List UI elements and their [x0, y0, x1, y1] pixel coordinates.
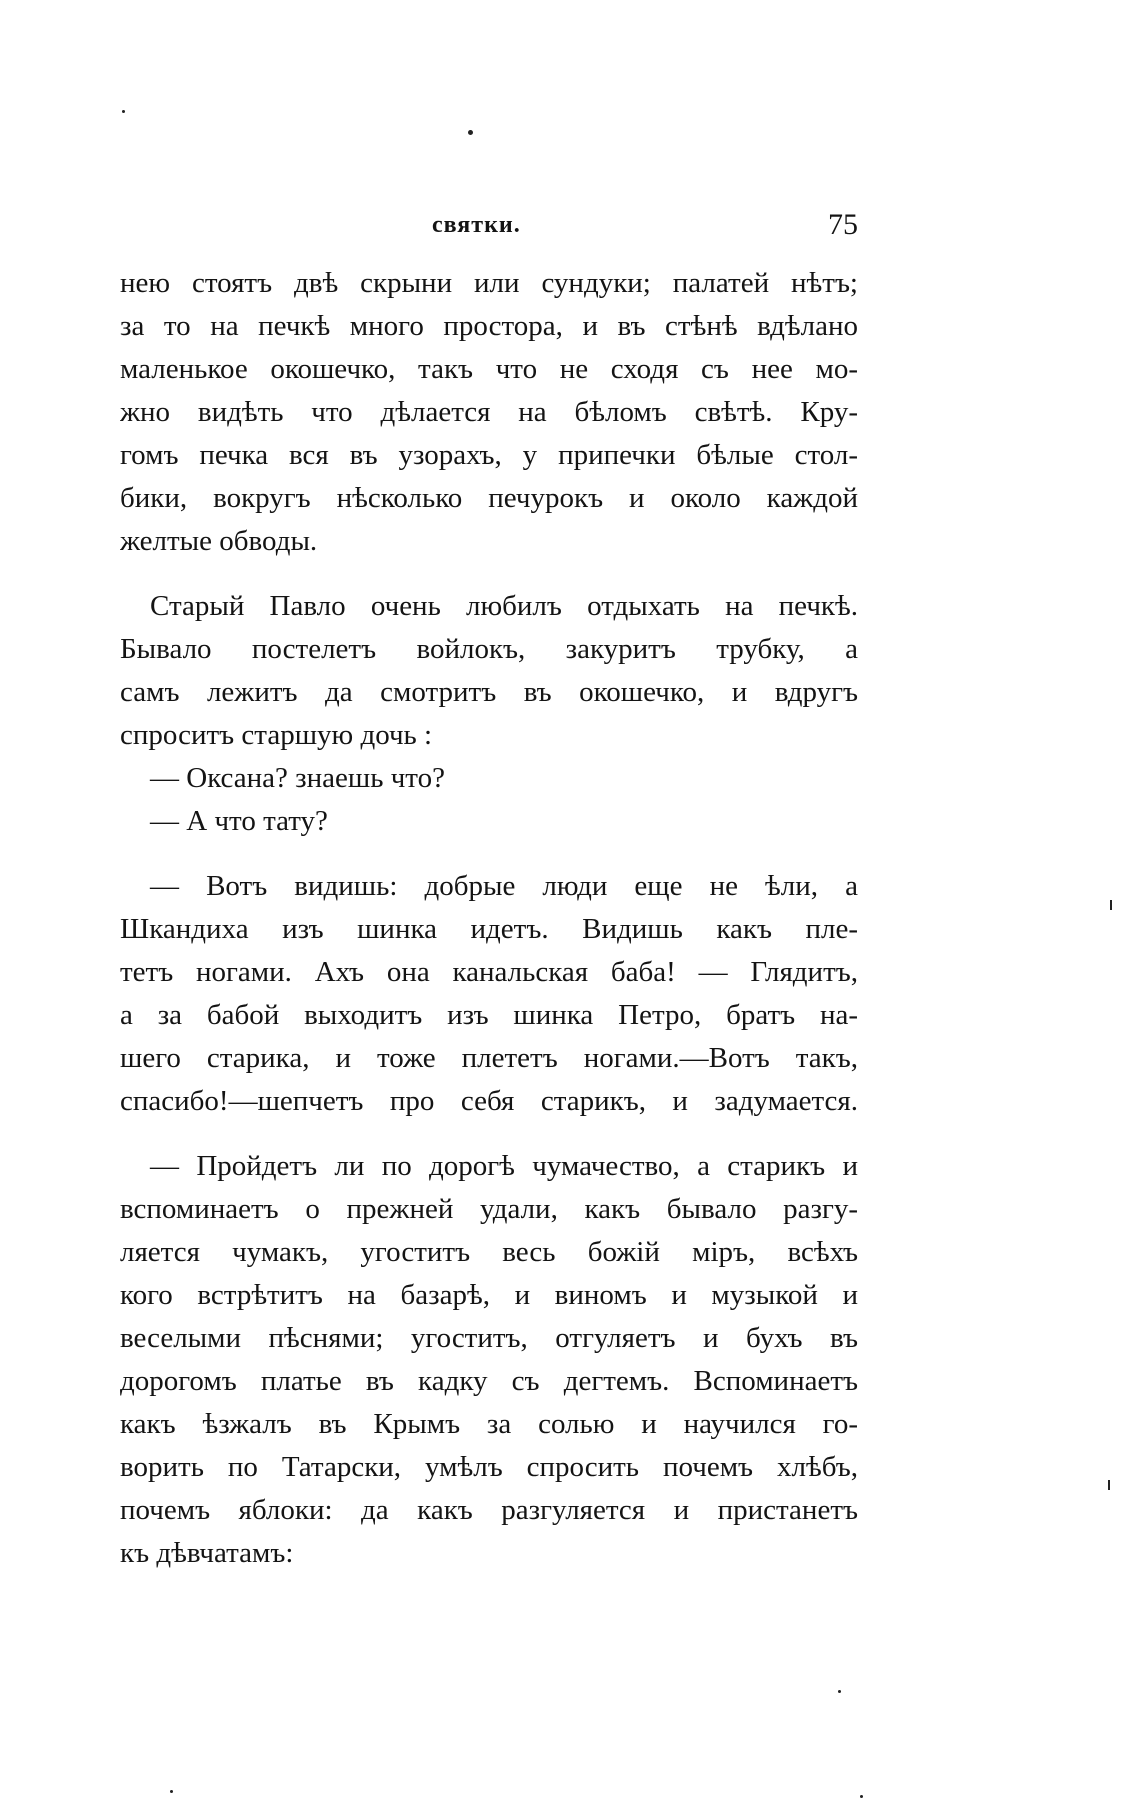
scan-speck: [122, 110, 125, 113]
text-line: жно видѣть что дѣлается на бѣломъ свѣтѣ. Кру-: [120, 396, 858, 428]
text-line: вспоминаетъ о прежней удали, какъ бывало разгу-: [120, 1193, 858, 1225]
text-line: тетъ ногами. Ахъ она канальская баба! — Глядитъ,: [120, 956, 858, 988]
text-line: бики, вокругъ нѣсколько печурокъ и около каждой: [120, 482, 858, 514]
text-line: шего старика, и тоже плететъ ногами.—Вотъ такъ,: [120, 1042, 858, 1074]
text-line: какъ ѣзжалъ въ Крымъ за солью и научился го-: [120, 1408, 858, 1440]
scan-speck: [860, 1795, 863, 1798]
paragraph: [120, 262, 858, 563]
text-line: желтые обводы.: [120, 525, 318, 557]
paragraph: [120, 800, 858, 843]
scan-speck: [1108, 1480, 1110, 1490]
paragraph: [120, 865, 858, 1123]
paragraph: [120, 585, 858, 757]
scan-speck: [468, 130, 473, 135]
text-line: кого встрѣтитъ на базарѣ, и виномъ и музыкой и: [120, 1279, 858, 1311]
paragraph-gap: [120, 843, 858, 865]
page-header: [120, 208, 858, 248]
text-line: веселыми пѣснями; угоститъ, отгуляетъ и бухъ въ: [120, 1322, 858, 1354]
paragraph: [120, 757, 858, 800]
paragraph: [120, 1145, 858, 1575]
text-line: самъ лежитъ да смотритъ въ окошечко, и вдругъ: [120, 676, 858, 708]
paragraph-gap: [120, 1123, 858, 1145]
text-line: къ дѣвчатамъ:: [120, 1537, 294, 1569]
running-title: святки.: [432, 212, 521, 238]
text-line: ляется чумакъ, угоститъ весь божій міръ, всѣхъ: [120, 1236, 858, 1268]
body-text: [120, 262, 858, 1575]
dialogue-line: — А что тату?: [150, 805, 328, 837]
page-number: 75: [828, 208, 858, 241]
text-line: спроситъ старшую дочь :: [120, 719, 433, 751]
text-line: а за бабой выходитъ изъ шинка Петро, братъ на-: [120, 999, 858, 1031]
text-line: Шкандиха изъ шинка идетъ. Видишь какъ пле-: [120, 913, 858, 945]
text-line: — Пройдетъ ли по дорогѣ чумачество, а старикъ и: [150, 1150, 858, 1182]
text-line: гомъ печка вся въ узорахъ, у припечки бѣлые стол-: [120, 439, 858, 471]
text-line: спасибо!—шепчетъ про себя старикъ, и задумается.: [120, 1085, 858, 1117]
scan-speck: [838, 1690, 841, 1693]
text-line: почемъ яблоки: да какъ разгуляется и пристанетъ: [120, 1494, 858, 1526]
text-line: маленькое окошечко, такъ что не сходя съ нее мо-: [120, 353, 858, 385]
text-line: за то на печкѣ много простора, и въ стѣнѣ вдѣлано: [120, 310, 858, 342]
scan-speck: [170, 1790, 173, 1793]
text-line: нею стоятъ двѣ скрыни или сундуки; палатей нѣтъ;: [120, 267, 858, 299]
text-line: дорогомъ платье въ кадку съ дегтемъ. Вспоминаетъ: [120, 1365, 858, 1397]
paragraph-gap: [120, 563, 858, 585]
text-line: — Вотъ видишь: добрые люди еще не ѣли, а: [150, 870, 858, 902]
text-line: Бывало постелетъ войлокъ, закуритъ трубку, а: [120, 633, 858, 665]
text-line: Старый Павло очень любилъ отдыхать на печкѣ.: [150, 590, 858, 622]
scan-speck: [1110, 900, 1112, 910]
text-line: ворить по Татарски, умѣлъ спросить почемъ хлѣбъ,: [120, 1451, 858, 1483]
dialogue-line: — Оксана? знаешь что?: [150, 762, 445, 794]
